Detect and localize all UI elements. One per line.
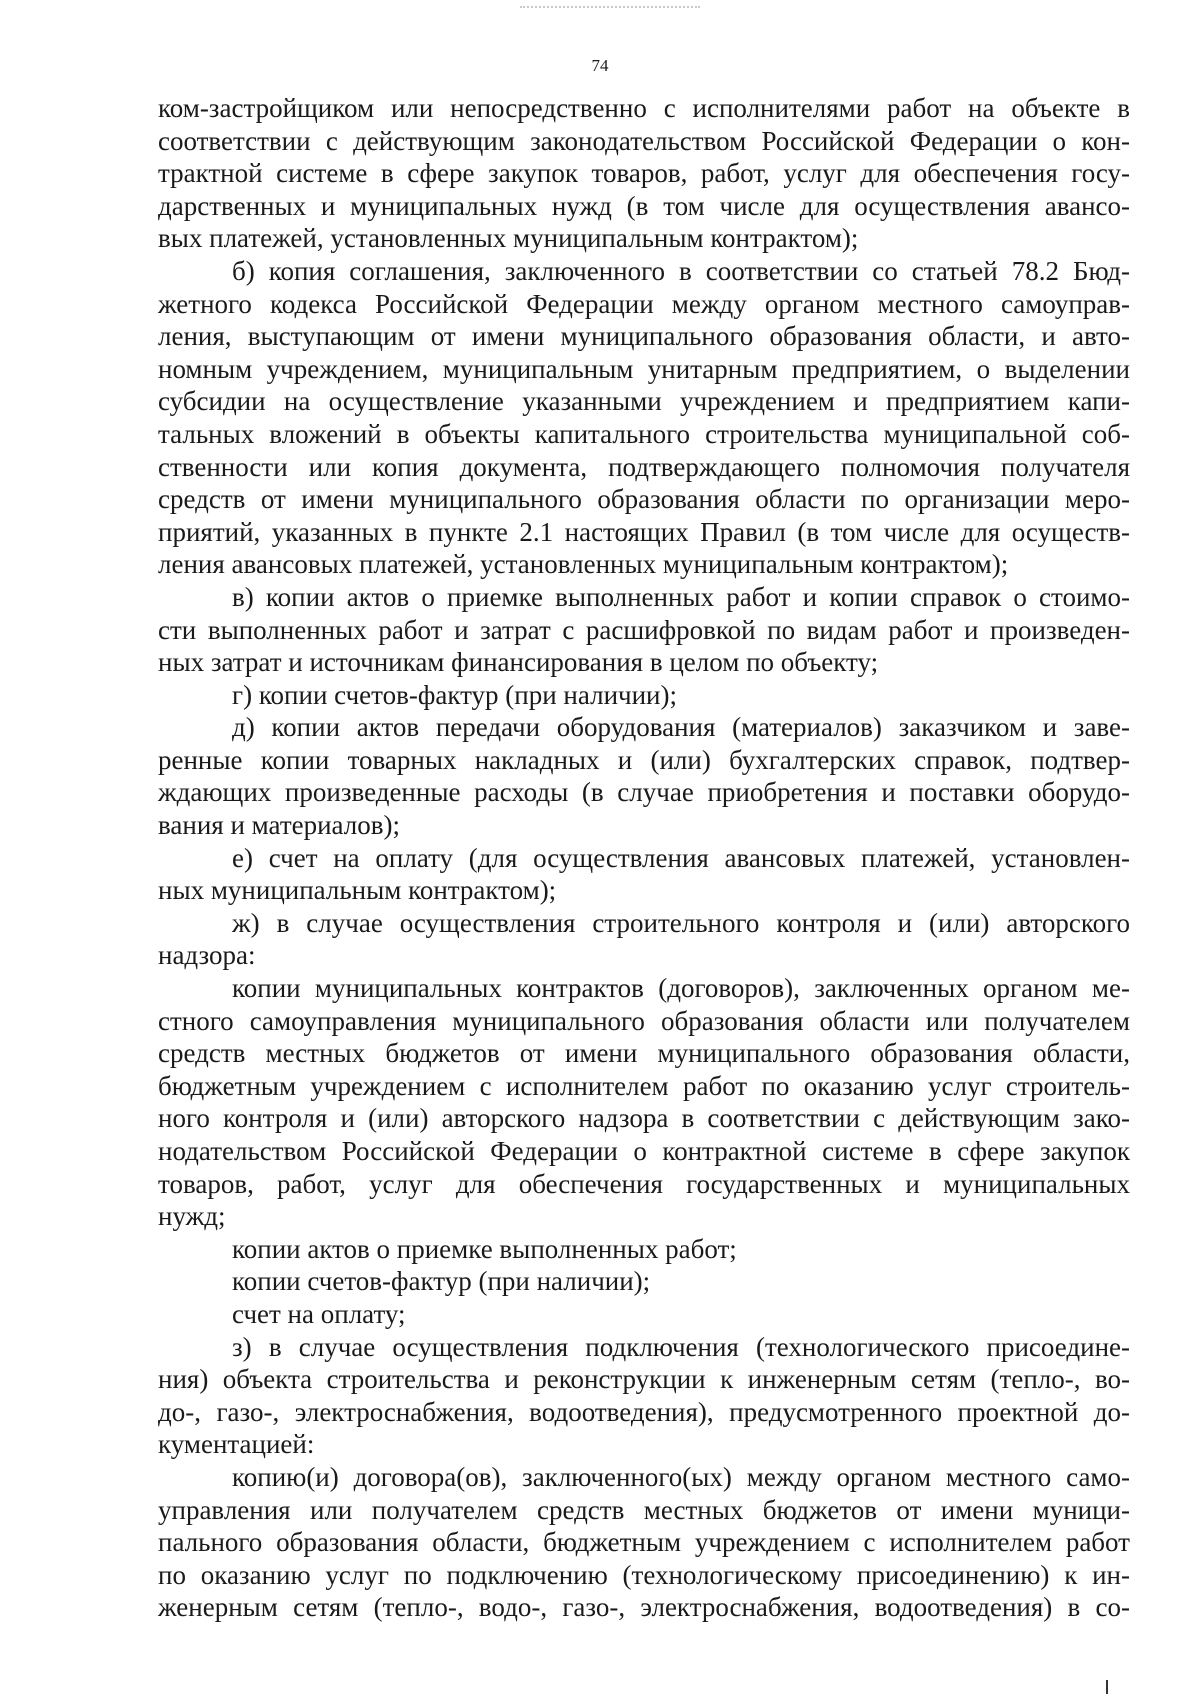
text-line: ждающих произведенные расходы (в случае приобретения и поставки оборудо- xyxy=(158,777,1130,808)
text-line: жетного кодекса Российской Федерации между органом местного самоуправ- xyxy=(158,288,1130,319)
text-line: копии актов о приемке выполненных работ; xyxy=(232,1233,737,1264)
text-line: ления, выступающим от имени муниципального образования области, и авто- xyxy=(158,321,1130,352)
text-line: в) копии актов о приемке выполненных работ и копии справок о стоимо- xyxy=(232,581,1130,612)
scan-artifact xyxy=(520,0,700,8)
text-line: бюджетным учреждением с исполнителем работ по оказанию услуг строитель- xyxy=(158,1070,1130,1101)
text-line: средств местных бюджетов от имени муниципального образования области, xyxy=(158,1038,1130,1069)
text-line: д) копии актов передачи оборудования (материалов) заказчиком и заве- xyxy=(232,712,1130,743)
text-line: соответствии с действующим законодательством Российской Федерации о кон- xyxy=(158,125,1130,156)
text-line: надзора: xyxy=(158,940,256,971)
text-line: ных муниципальным контрактом); xyxy=(158,875,557,906)
text-line: счет на оплату; xyxy=(232,1298,406,1329)
text-line: субсидии на осуществление указанными учреждением и предприятием капи- xyxy=(158,386,1130,417)
text-line: по оказанию услуг по подключению (технологическому присоединению) к ин- xyxy=(158,1559,1130,1590)
scan-mark xyxy=(1106,1680,1108,1694)
text-line: средств от имени муниципального образования области по организации меро- xyxy=(158,484,1130,515)
text-line: копию(и) договора(ов), заключенного(ых) между органом местного само- xyxy=(232,1461,1130,1492)
text-line: з) в случае осуществления подключения (технологического присоедине- xyxy=(232,1331,1130,1362)
text-line: товаров, работ, услуг для обеспечения государственных и муниципальных xyxy=(158,1168,1130,1199)
text-line: женерным сетям (тепло-, водо-, газо-, электроснабжения, водоотведения) в со- xyxy=(158,1592,1130,1623)
document-body xyxy=(158,92,1130,1624)
text-line: вых платежей, установленных муниципальным контрактом); xyxy=(158,223,859,254)
text-line: ного контроля и (или) авторского надзора в соответствии с действующим зако- xyxy=(158,1103,1130,1134)
text-line: ственности или копия документа, подтверждающего полномочия получателя xyxy=(158,451,1130,482)
text-line: приятий, указанных в пункте 2.1 настоящих Правил (в том числе для осуществ- xyxy=(158,516,1130,547)
text-line: г) копии счетов-фактур (при наличии); xyxy=(232,679,677,710)
text-line: пального образования области, бюджетным учреждением с исполнителем работ xyxy=(158,1527,1130,1558)
text-line: ных затрат и источникам финансирования в целом по объекту; xyxy=(158,647,879,678)
text-line: ж) в случае осуществления строительного контроля и (или) авторского xyxy=(232,907,1130,938)
text-line: стного самоуправления муниципального образования области или получателем xyxy=(158,1005,1130,1036)
text-line: нужд; xyxy=(158,1201,226,1232)
text-line: копии муниципальных контрактов (договоров), заключенных органом ме- xyxy=(232,973,1130,1004)
text-line: ния) объекта строительства и реконструкции к инженерным сетям (тепло-, во- xyxy=(158,1364,1130,1395)
text-line: ком-застройщиком или непосредственно с исполнителями работ на объекте в xyxy=(158,93,1130,123)
text-line: трактной системе в сфере закупок товаров, работ, услуг для обеспечения госу- xyxy=(158,158,1130,189)
text-line: ренные копии товарных накладных и (или) бухгалтерских справок, подтвер- xyxy=(158,744,1130,775)
text-line: управления или получателем средств местных бюджетов от имени муници- xyxy=(158,1494,1130,1525)
text-line: копии счетов-фактур (при наличии); xyxy=(232,1266,651,1297)
text-line: вания и материалов); xyxy=(158,810,400,841)
text-line: кументацией: xyxy=(158,1429,315,1460)
text-line: дарственных и муниципальных нужд (в том числе для осуществления авансо- xyxy=(158,190,1130,221)
text-line: номным учреждением, муниципальным унитарным предприятием, о выделении xyxy=(158,353,1130,384)
text-line: сти выполненных работ и затрат с расшифровкой по видам работ и произведен- xyxy=(158,614,1130,645)
text-line: ления авансовых платежей, установленных муниципальным контрактом); xyxy=(158,549,1009,580)
text-line: нодательством Российской Федерации о контрактной системе в сфере закупок xyxy=(158,1136,1130,1166)
text-line: е) счет на оплату (для осуществления авансовых платежей, установлен- xyxy=(232,842,1130,873)
text-line: тальных вложений в объекты капитального строительства муниципальной соб- xyxy=(158,418,1130,449)
page-number: 74 xyxy=(591,56,609,75)
text-line: до-, газо-, электроснабжения, водоотведения), предусмотренного проектной до- xyxy=(158,1396,1130,1427)
text-line: б) копия соглашения, заключенного в соответствии со статьей 78.2 Бюд- xyxy=(232,255,1130,286)
